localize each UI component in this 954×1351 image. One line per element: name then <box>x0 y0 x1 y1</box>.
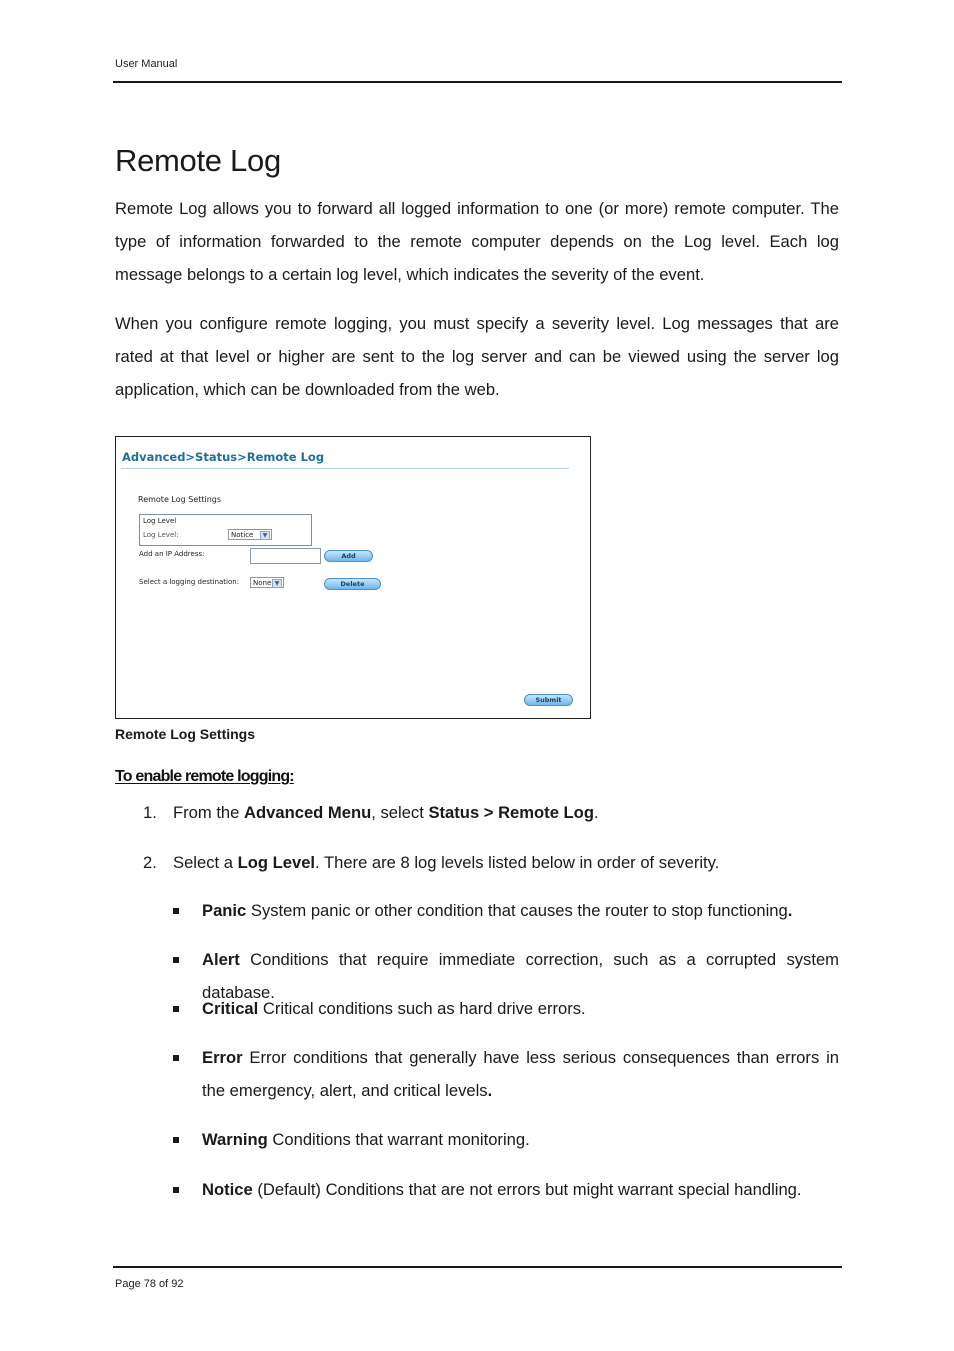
level-description: Conditions that warrant monitoring. <box>267 1130 530 1149</box>
level-description: Error conditions that generally have less serious consequences than errors in the emergency, alert, and critical levels <box>202 1048 839 1100</box>
step-number: 2. <box>143 853 157 872</box>
settings-section-title: Remote Log Settings <box>138 495 222 504</box>
page-number: Page 78 of 92 <box>115 1278 184 1290</box>
bullet-square-icon <box>173 1187 179 1193</box>
header-rule <box>113 81 842 83</box>
step-emphasis: Status > Remote Log <box>428 803 594 822</box>
level-description: Conditions that require immediate correction, such as a corrupted system database. <box>202 950 839 1002</box>
bullet-square-icon <box>173 1055 179 1061</box>
level-item-notice <box>173 1173 839 1206</box>
level-name: Panic <box>202 901 247 920</box>
intro-paragraph: Remote Log allows you to forward all logged information to one (or more) remote computer. The type of information forwarded to the remote computer depends on the Log level. Each log message belongs to a certain log level, which indicates the severity of the event. <box>115 199 839 284</box>
breadcrumb-divider <box>121 468 569 469</box>
delete-button[interactable]: Delete <box>324 578 381 590</box>
step-text: . There are 8 log levels listed below in order of severity. <box>315 853 720 872</box>
level-item-critical <box>173 992 839 1025</box>
level-name: Critical <box>202 999 259 1018</box>
step-2 <box>143 853 719 873</box>
breadcrumb: Advanced>Status>Remote Log <box>122 450 325 464</box>
page-header: User Manual <box>115 58 178 70</box>
chevron-down-icon: ▼ <box>272 579 282 588</box>
level-name: Alert <box>202 950 240 969</box>
log-level-label: Log Level: <box>143 531 179 539</box>
chevron-down-icon: ▼ <box>260 531 270 540</box>
level-description: System panic or other condition that causes the router to stop functioning <box>246 901 788 920</box>
bullet-square-icon <box>173 908 179 914</box>
step-emphasis: Advanced Menu <box>244 803 372 822</box>
log-level-group-title: Log Level <box>143 517 177 525</box>
severity-paragraph: When you configure remote logging, you must specify a severity level. Log messages that are rated at that level or higher are sent to the log server and can be viewed using the server log application, which can be downloaded from the web. <box>115 314 839 399</box>
step-text: From the <box>173 803 245 822</box>
bullet-square-icon <box>173 957 179 963</box>
step-number: 1. <box>143 803 157 822</box>
footer-rule <box>113 1266 842 1268</box>
destination-value: None <box>253 579 272 587</box>
add-button[interactable]: Add <box>324 550 373 562</box>
level-item-warning <box>173 1123 839 1156</box>
level-name: Warning <box>202 1130 268 1149</box>
step-text: , select <box>371 803 429 822</box>
destination-label: Select a logging destination: <box>139 578 240 586</box>
step-emphasis: Log Level <box>237 853 316 872</box>
page-title: Remote Log <box>115 143 281 178</box>
bullet-square-icon <box>173 1006 179 1012</box>
level-name: Error <box>202 1048 243 1067</box>
level-item-panic <box>173 894 839 927</box>
level-description: Critical conditions such as hard drive errors. <box>258 999 586 1018</box>
level-description: (Default) Conditions that are not errors but might warrant special handling. <box>252 1180 802 1199</box>
level-end: . <box>487 1081 493 1100</box>
figure-caption: Remote Log Settings <box>115 726 256 742</box>
log-level-value: Notice <box>231 531 254 539</box>
log-level-group <box>139 514 312 546</box>
level-end: . <box>787 901 793 920</box>
destination-select[interactable] <box>250 577 284 588</box>
procedure-heading: To enable remote logging: <box>115 768 294 785</box>
step-text: Select a <box>173 853 238 872</box>
level-name: Notice <box>202 1180 253 1199</box>
level-item-error <box>173 1041 839 1107</box>
log-level-select[interactable] <box>228 529 272 540</box>
submit-button[interactable]: Submit <box>524 694 573 706</box>
step-1 <box>143 803 599 823</box>
remote-log-screenshot <box>115 436 591 719</box>
ip-address-label: Add an IP Address: <box>139 550 205 558</box>
bullet-square-icon <box>173 1137 179 1143</box>
ip-address-input[interactable] <box>250 548 321 564</box>
step-text: . <box>593 803 599 822</box>
